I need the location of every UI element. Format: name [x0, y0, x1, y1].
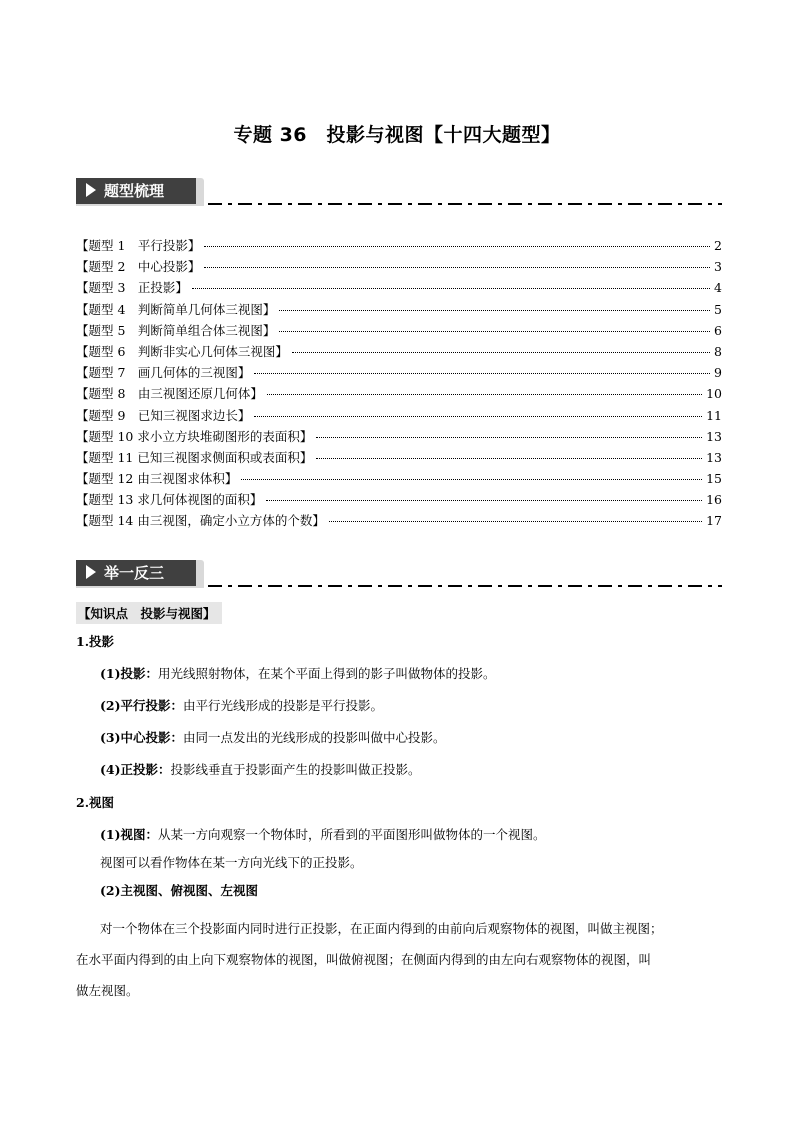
table-of-contents [76, 236, 722, 533]
toc-item[interactable]: 【题型 13 求几何体视图的面积】 16 [76, 492, 722, 508]
toc-item[interactable]: 【题型 10 求小立方块堆砌图形的表面积】 13 [76, 428, 722, 444]
toc-item[interactable]: 【题型 12 由三视图求体积】 15 [76, 471, 722, 487]
heading-projection: 1.投影 [76, 634, 115, 649]
toc-item[interactable]: 【题型 2 中心投影】 3 [76, 259, 722, 275]
toc-item[interactable]: 【题型 1 平行投影】 2 [76, 238, 722, 253]
section-title: 题型梳理 [104, 182, 165, 200]
section-title: 举一反三 [104, 564, 165, 582]
toc-item[interactable]: 【题型 4 判断简单几何体三视图】 5 [76, 301, 722, 317]
section-header-content [76, 560, 722, 590]
note-text: 视图可以看作物体在某一方向光线下的正投影。 [100, 855, 363, 870]
definition-item: (3)中心投影：由同一点发出的光线形成的投影叫做中心投影。 [100, 730, 446, 745]
paragraph-line: 对一个物体在三个投影面内同时进行正投影，在正面内得到的由前向后观察物体的视图，叫做主视图； [100, 921, 663, 936]
dash-divider [208, 585, 722, 587]
play-arrow-icon [86, 565, 96, 579]
toc-item[interactable]: 【题型 6 判断非实心几何体三视图】 8 [76, 343, 722, 359]
toc-item[interactable]: 【题型 5 判断简单组合体三视图】 6 [76, 322, 722, 338]
section-1 [76, 632, 722, 792]
knowledge-point-label: 【知识点 投影与视图】 [76, 602, 222, 624]
toc-item[interactable]: 【题型 9 已知三视图求边长】 11 [76, 407, 722, 423]
definition-item: (1)视图：从某一方向观察一个物体时，所看到的平面图形叫做物体的一个视图。 [100, 827, 546, 842]
definition-item: (4)正投影：投影线垂直于投影面产生的投影叫做正投影。 [100, 762, 421, 777]
heading-views: 2.视图 [76, 795, 115, 810]
toc-item[interactable]: 【题型 7 画几何体的三视图】 9 [76, 365, 722, 381]
toc-item[interactable]: 【题型 11 已知三视图求侧面积或表面积】 13 [76, 449, 722, 465]
page-title: 专题 36 投影与视图【十四大题型】 [233, 124, 561, 146]
dash-divider [208, 203, 722, 205]
toc-item[interactable]: 【题型 8 由三视图还原几何体】 10 [76, 386, 722, 402]
section-2 [76, 793, 722, 1006]
toc-item[interactable]: 【题型 14 由三视图，确定小立方体的个数】 17 [76, 513, 722, 529]
toc-item[interactable]: 【题型 3 正投影】 4 [76, 280, 722, 296]
paragraph-line: 做左视图。 [76, 983, 139, 998]
definition-item: (2)平行投影：由平行光线形成的投影是平行投影。 [100, 698, 384, 713]
definition-item: (1)投影：用光线照射物体，在某个平面上得到的影子叫做物体的投影。 [100, 666, 496, 681]
paragraph-line: 在水平面内得到的由上向下观察物体的视图，叫做俯视图；在侧面内得到的由左向右观察物体的视图，叫 [76, 952, 652, 967]
section-header-toc [76, 178, 722, 208]
subheading-three-views: (2)主视图、俯视图、左视图 [100, 883, 259, 898]
play-arrow-icon [86, 183, 96, 197]
